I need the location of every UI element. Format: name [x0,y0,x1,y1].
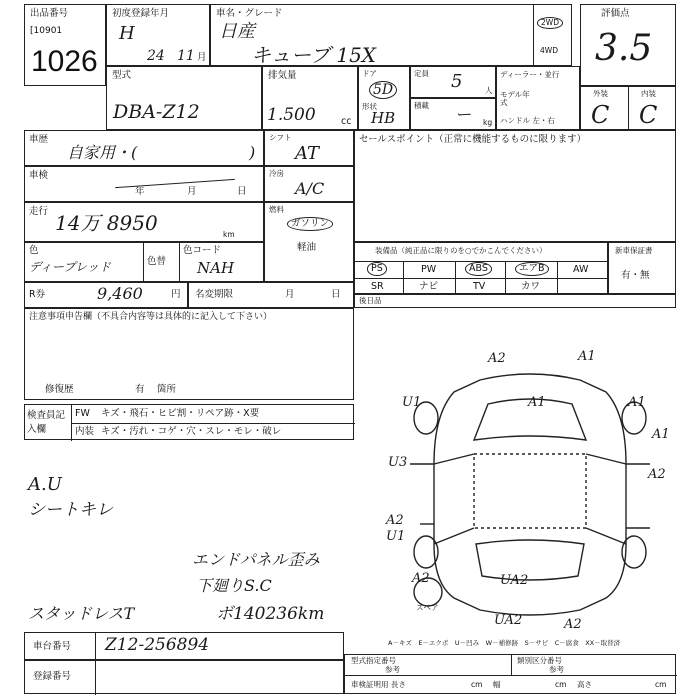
warranty-label: 新車保証書 [615,246,653,255]
drive-4wd: 4WD [540,46,558,55]
repair-place: 箇所 [157,384,177,395]
score-value: 3.5 [595,28,653,69]
length-cm: cm [471,680,483,689]
model-name: 日産 [219,21,255,42]
recycle-label: R券 [29,289,46,300]
reg-row [24,660,344,694]
load-value: ー [455,105,472,124]
color-change-label: 色替 [147,256,167,267]
load-label: 積載 [414,101,429,110]
notes-label: 注意事項申告欄（不具合内容等は具体的に記入して下さい） [29,312,273,322]
inspector-label: 検査員記入欄 [27,410,66,435]
category-ref: 参考 [549,665,564,674]
mark-a2-rear-left: A2 [412,571,430,586]
type-cell [106,66,262,130]
recycle-value: 9,460 [97,284,143,303]
load-cell [410,98,496,130]
repair-label: 修復歴 [45,384,74,395]
first-reg-month: 11 [177,48,195,64]
mark-a1-right-mid: A1 [652,427,670,442]
aircon-label: 冷房 [269,169,284,178]
note-undercarriage: 下廻りS.C [196,576,272,595]
history-label: 車歴 [29,134,49,145]
fuel-cell [264,202,354,282]
name-change-month: 月 [285,289,295,300]
name-change-label: 名変期限 [195,289,234,300]
equipment-box [354,242,608,294]
note-end-panel: エンドパネル歪み [192,550,320,569]
warranty-box [608,242,676,294]
dealer-cell [496,66,580,130]
warranty-value: 有・無 [621,270,650,281]
sales-label: セールスポイント（正常に機能するものに限ります） [359,134,587,145]
type-label: 型式 [112,70,132,81]
shift-cell [264,130,354,166]
interior-grade: C [639,101,658,129]
exterior-grade: C [591,101,610,129]
handle-label: ハンドル 左・右 [500,116,555,125]
note-seat-tear: シートキレ [28,500,113,520]
equip-sr: SR [371,281,384,292]
mark-ua2-rear: UA2 [500,573,529,588]
mark-ua2-bumper: UA2 [494,613,523,628]
equip-airbag: エアB [515,262,549,276]
mark-a1-right-front: A1 [628,395,646,410]
score-cell [580,4,676,86]
recycle-unit: 円 [171,289,181,300]
mark-a2-right: A2 [648,467,666,482]
capacity-value: 5 [451,71,463,92]
month-unit: 月 [197,52,207,63]
notes-box [24,308,354,400]
equipment-label: 装備品（純正品に限りのを○でかこんでください） [375,246,547,255]
doors-label: ドア [362,69,377,78]
equip-navi: ナビ [419,281,439,292]
first-reg-year: 24 [147,48,165,64]
first-reg-era: H [119,23,135,44]
color-code-value: NAH [197,259,235,277]
mark-a1-bonnet: A1 [528,395,546,410]
repair-yes: 有 [135,384,145,395]
spare-label: スペア [416,603,439,612]
designation-ref: 参考 [385,665,400,674]
spec-box [344,654,676,694]
displacement-cell [262,66,358,130]
mark-u1-left-front: U1 [402,395,422,410]
model-name-label: 車名・グレード [216,8,283,19]
shaken-label: 車検 [29,170,49,181]
interior-items: キズ・汚れ・コゲ・穴・スレ・モレ・破レ [101,426,282,437]
note-au: A.U [28,474,62,495]
color-value: ディープレッド [29,260,111,274]
load-unit: kg [483,118,493,127]
note-studless: スタッドレスT [28,604,135,623]
shaken-row [24,166,264,202]
capacity-cell [410,66,496,98]
mark-a1-top-right: A1 [578,349,596,364]
rear-seat-label: 後日品 [359,296,382,305]
doors-cell [358,66,410,130]
displacement-unit: cc [341,116,352,127]
equip-abs: ABS [465,262,492,276]
mileage-row [24,202,264,242]
equip-pw: PW [421,264,437,275]
car-diagram [380,344,680,636]
shift-value: AT [295,143,320,164]
reg-label: 登録番号 [33,671,72,682]
mark-a2-top: A2 [488,351,506,366]
mileage-value: 14万 8950 [55,211,158,235]
category-label: 類別区分番号 [517,656,562,665]
shaken-year: 年 [135,186,145,197]
shift-label: シフト [269,133,292,142]
history-value: 自家用・( [67,143,138,162]
drive-2wd: 2WD [537,17,563,29]
rear-seat-row [354,294,676,308]
equip-tv: TV [473,281,486,292]
height-cm: cm [655,680,667,689]
displacement-label: 排気量 [268,70,297,81]
history-row [24,130,264,166]
shape-label: 形状 [362,102,377,111]
equip-leather: カワ [521,281,541,292]
interior-label: 内装 [641,89,656,98]
model-year-label: モデル年式 [500,90,530,107]
first-reg-label: 初度登録年月 [112,8,170,19]
color-code-label: 色コード [183,245,222,256]
shape-value: HB [371,109,396,127]
equip-ps: PS [367,262,387,276]
dealer-label: ディーラー・並行 [500,70,560,79]
recycle-row [24,282,188,308]
designation-label: 型式指定番号 [351,656,396,665]
doors-value: 5D [369,81,397,99]
lot-code: [10901 [30,26,63,36]
name-change-row [188,282,354,308]
drive-cell [533,4,572,66]
mark-a2-left-rear: A2 [386,513,404,528]
width-label: 幅 [493,680,501,689]
score-label: 評価点 [601,8,630,19]
equip-aw: AW [573,264,589,275]
fuel-diesel: 軽油 [297,242,317,253]
width-cm: cm [555,680,567,689]
aircon-value: A/C [295,179,325,198]
inspection-row [24,404,354,440]
grade-cell [580,86,676,130]
chassis-label: 車台番号 [33,641,72,652]
exterior-label: 外装 [593,89,608,98]
inspection-interior-label: 内装 [75,426,95,437]
height-label: 高さ [577,680,592,689]
chassis-value: Z12-256894 [105,635,210,655]
first-reg-cell [106,4,210,66]
aircon-cell [264,166,354,202]
fuel-gas: ガソリン [287,217,333,231]
type-value: DBA-Z12 [113,101,200,123]
model-cell [210,4,572,66]
displacement-value: 1.500 [267,105,316,125]
fuel-label: 燃料 [269,205,284,214]
capacity-unit: 人 [485,86,493,95]
capacity-label: 定員 [414,69,429,78]
chassis-row [24,632,344,660]
color-row [24,242,264,282]
mileage-unit: km [223,230,235,239]
fw-items: キズ・飛石・ヒビ割・リペア跡・X要 [101,408,260,419]
color-label: 色 [29,245,39,256]
grade: キューブ 15X [251,43,377,67]
damage-legend: A－キズ E－エクボ U－凹み W－補修跡 S－サビ C－腐食 XX－取替済 [388,639,621,647]
shaken-month: 月 [187,186,197,197]
mark-u1-left-rear: U1 [386,529,406,544]
mark-u3-left: U3 [388,455,408,470]
mark-a2-bumper-right: A2 [564,617,582,632]
history-close: ) [249,143,256,162]
lot-cell [24,4,106,86]
mileage-label: 走行 [29,206,49,217]
sales-box [354,130,676,242]
shaken-day: 日 [237,186,247,197]
lot-number: 1026 [31,45,98,78]
fw-label: FW [75,408,90,419]
length-label: 車検証明用 長さ [351,680,406,689]
note-odometer: ボ140236km [216,604,325,624]
lot-label: 出品番号 [30,8,69,19]
name-change-day: 日 [331,289,341,300]
